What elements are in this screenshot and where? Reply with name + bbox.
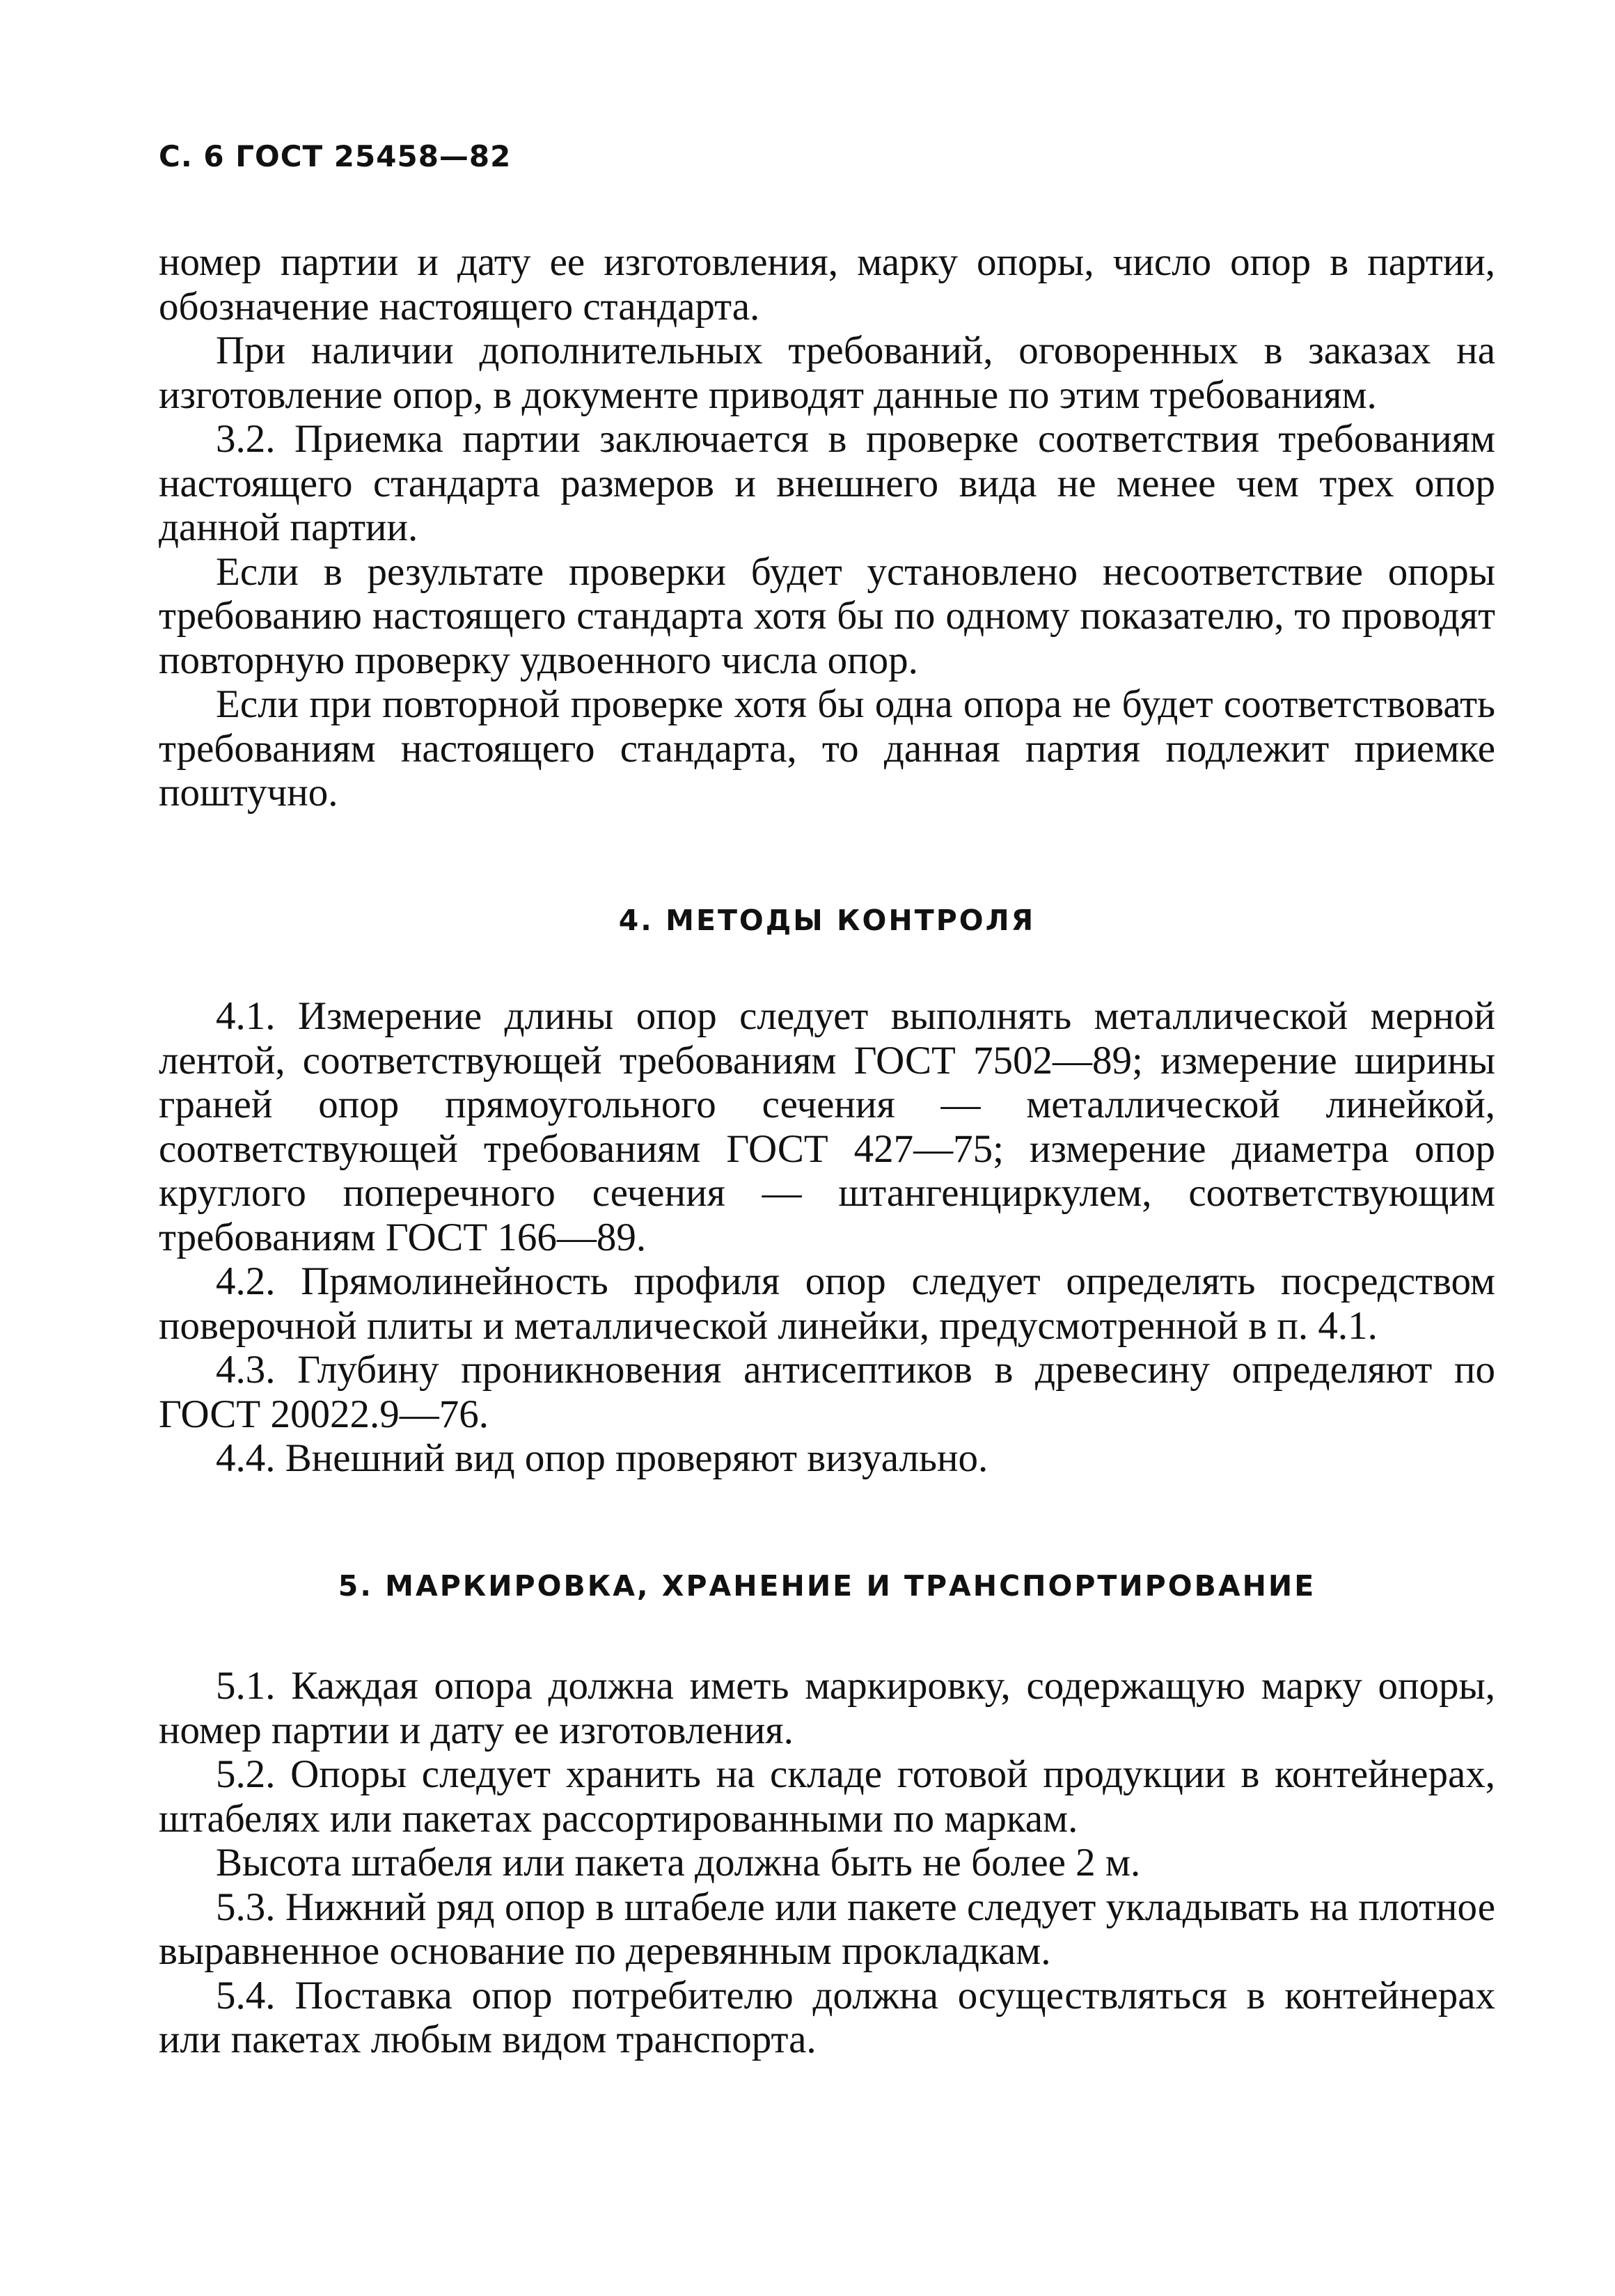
- paragraph: Высота штабеля или пакета должна быть не более 2 м.: [216, 1841, 1141, 1885]
- document-page: [159, 139, 1495, 2062]
- paragraph: 5.3. Нижний ряд опор в штабеле или пакете следует укладывать на плотное выравненное основание по деревянным прокладкам.: [159, 1885, 1495, 1973]
- paragraph: 3.2. Приемка партии заключается в проверке соответствия требованиям настоящего стандарта размеров и внешнего вида не менее чем трех опор данной партии.: [159, 417, 1495, 549]
- paragraph: Если в результате проверки будет установлено несоответствие опоры требованию настоящего стандарта хотя бы по одному показателю, то проводят повторную проверку удвоенного числа опор.: [159, 549, 1495, 682]
- paragraph: 4.2. Прямолинейность профиля опор следует определять посредством поверочной плиты и металлической линейки, предусмотренной в п. 4.1.: [159, 1259, 1495, 1348]
- paragraph: 4.3. Глубину проникновения антисептиков в древесину определяют по ГОСТ 20022.9—76.: [159, 1348, 1495, 1436]
- paragraph: номер партии и дату ее изготовления, марку опоры, число опор в партии, обозначение настоящего стандарта.: [159, 240, 1495, 329]
- paragraph: 4.1. Измерение длины опор следует выполнять металлической мерной лентой, соответствующей требованиям ГОСТ 7502—89; измерение ширины граней опор прямоугольного сечения — металлической линейкой, соответствующей требованиям ГОСТ 427—75; измерение диаметра опор круглого поперечного сечения — штангенциркулем, соответствующим требованиям ГОСТ 166—89.: [159, 994, 1495, 1259]
- section-3-continued: [159, 240, 1495, 815]
- section-5-heading: 5. МАРКИРОВКА, ХРАНЕНИЕ И ТРАНСПОРТИРОВАНИЕ: [338, 1568, 1316, 1603]
- paragraph: При наличии дополнительных требований, оговоренных в заказах на изготовление опор, в документе приводят данные по этим требованиям.: [159, 329, 1495, 417]
- running-head: С. 6 ГОСТ 25458—82: [159, 139, 512, 173]
- section-5: [159, 1664, 1495, 2062]
- section-4: [159, 994, 1495, 1481]
- paragraph: 4.4. Внешний вид опор проверяют визуально.: [216, 1436, 988, 1480]
- paragraph: 5.1. Каждая опора должна иметь маркировку, содержащую марку опоры, номер партии и дату ее изготовления.: [159, 1664, 1495, 1752]
- paragraph: 5.2. Опоры следует хранить на складе готовой продукции в контейнерах, штабелях или пакетах рассортированными по маркам.: [159, 1752, 1495, 1841]
- paragraph: 5.4. Поставка опор потребителю должна осуществляться в контейнерах или пакетах любым видом транспорта.: [159, 1973, 1495, 2061]
- paragraph: Если при повторной проверке хотя бы одна опора не будет соответствовать требованиям настоящего стандарта, то данная партия подлежит приемке поштучно.: [159, 682, 1495, 815]
- section-4-heading: 4. МЕТОДЫ КОНТРОЛЯ: [618, 903, 1036, 937]
